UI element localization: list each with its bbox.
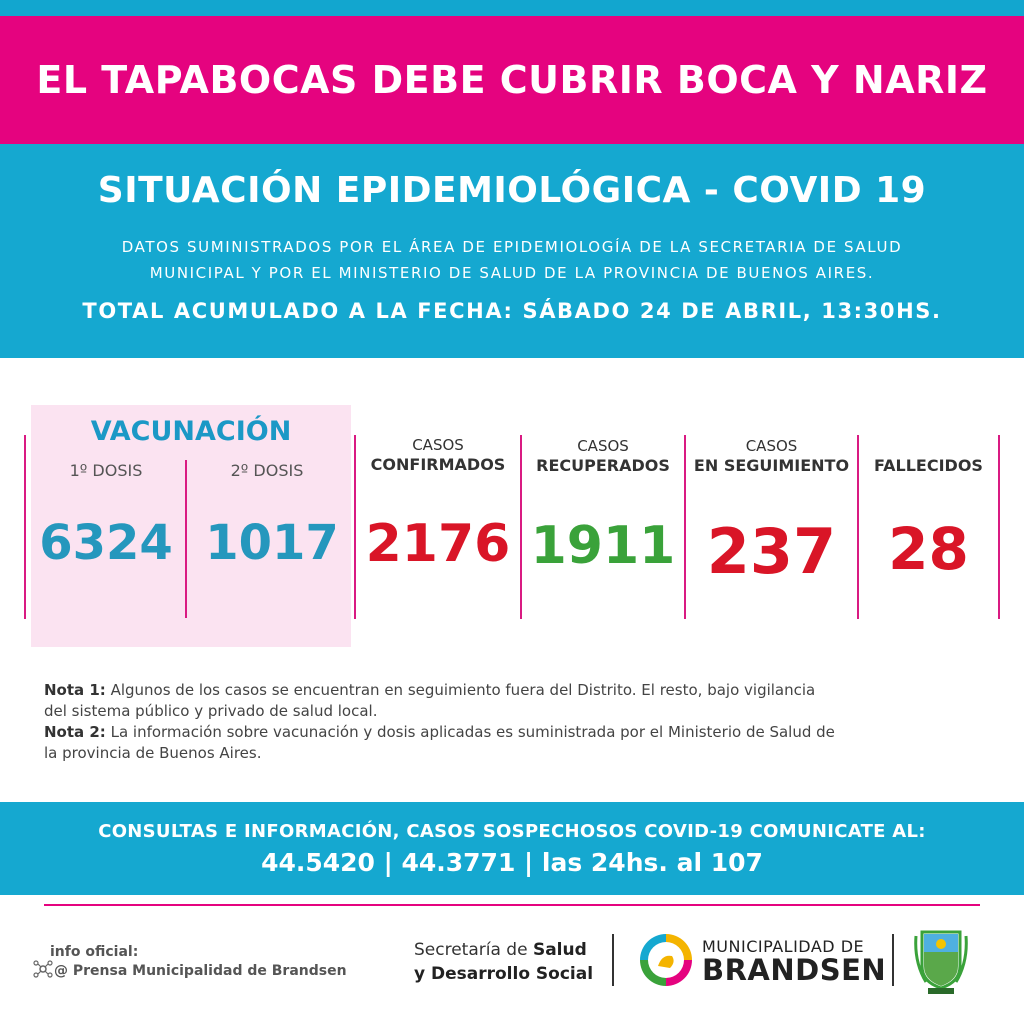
- top-strip: [0, 0, 1024, 16]
- source-line-1: DATOS SUMINISTRADOS POR EL ÁREA DE EPIDEMIOLOGÍA DE LA SECRETARIA DE SALUD: [121, 238, 903, 256]
- recovered-label: [522, 436, 684, 476]
- source-line-2: MUNICIPAL Y POR EL MINISTERIO DE SALUD DE LA PROVINCIA DE BUENOS AIRES.: [149, 264, 875, 282]
- header-section: [0, 144, 1024, 358]
- secretaria-line-2: y Desarrollo Social: [414, 964, 594, 984]
- note1-label: Nota 1:: [44, 681, 106, 699]
- recovered-label-line1: CASOS: [577, 437, 629, 455]
- note1-text-a: Algunos de los casos se encuentran en seguimiento fuera del Distrito. El resto, bajo vigilancia: [105, 681, 816, 699]
- deceased-value: 28: [888, 515, 969, 583]
- confirmed-value: 2176: [365, 514, 511, 574]
- confirmed-label: [356, 435, 520, 475]
- monitoring-label-line1: CASOS: [745, 437, 798, 455]
- monitoring-value: 237: [706, 515, 837, 588]
- footer-separator-1: [612, 934, 614, 986]
- confirmed-label-line1: CASOS: [412, 436, 464, 454]
- banner-title: EL TAPABOCAS DEBE CUBRIR BOCA Y NARIZ: [36, 58, 988, 102]
- secretaria-text-b: Salud: [532, 940, 587, 960]
- footer-separator-2: [892, 934, 894, 986]
- secretaria-line-1: [414, 938, 593, 962]
- deceased-label-line: FALLECIDOS: [874, 456, 983, 475]
- vaccination-title: VACUNACIÓN: [90, 416, 292, 447]
- recovered-value: 1911: [530, 516, 676, 576]
- mask-banner: [0, 16, 1024, 144]
- divider-dose: [185, 460, 187, 618]
- crest-icon: [914, 922, 968, 996]
- muni-name-line1: MUNICIPALIDAD DE: [702, 937, 865, 956]
- confirmed-label-line2: CONFIRMADOS: [370, 455, 506, 474]
- notes: [44, 680, 884, 764]
- deceased-label: [859, 456, 998, 476]
- social-network-icon: [32, 958, 54, 980]
- footer-divider: [44, 904, 980, 906]
- cumulative-date: TOTAL ACUMULADO A LA FECHA: SÁBADO 24 DE ABRIL, 13:30HS.: [82, 299, 942, 323]
- contact-phones: 44.5420 | 44.3771 | las 24hs. al 107: [261, 848, 763, 877]
- note1-text-b: del sistema público y privado de salud local.: [44, 702, 378, 720]
- recovered-label-line2: RECUPERADOS: [536, 456, 670, 475]
- note2-label: Nota 2:: [44, 723, 106, 741]
- info-label: info oficial:: [50, 944, 139, 960]
- page-title: SITUACIÓN EPIDEMIOLÓGICA - COVID 19: [97, 170, 927, 211]
- note-2: [44, 722, 884, 743]
- monitoring-label: [686, 436, 857, 476]
- note2-text-a: La información sobre vacunación y dosis aplicadas es suministrada por el Ministerio de Salud de: [105, 723, 835, 741]
- note2-text-b: la provincia de Buenos Aires.: [44, 744, 262, 762]
- muni-name-line2: BRANDSEN: [702, 953, 887, 987]
- municipal-logo-icon: [636, 930, 696, 990]
- source-text: [60, 234, 964, 286]
- contact-bar: [0, 802, 1024, 895]
- dose1-value: 6324: [39, 515, 173, 571]
- divider-left-edge: [24, 435, 26, 619]
- info-handle: @ Prensa Municipalidad de Brandsen: [54, 963, 347, 979]
- divider-right-edge: [998, 435, 1000, 619]
- dose2-value: 1017: [205, 515, 339, 571]
- secretaria-label: [414, 938, 593, 986]
- contact-heading: CONSULTAS E INFORMACIÓN, CASOS SOSPECHOSOS COVID-19 COMUNICATE AL:: [98, 821, 926, 842]
- note-1: [44, 680, 884, 701]
- monitoring-label-line2: EN SEGUIMIENTO: [693, 456, 850, 475]
- dose2-label: 2º DOSIS: [230, 461, 304, 480]
- dose1-label: 1º DOSIS: [69, 461, 143, 480]
- secretaria-text-a: Secretaría de: [414, 940, 533, 960]
